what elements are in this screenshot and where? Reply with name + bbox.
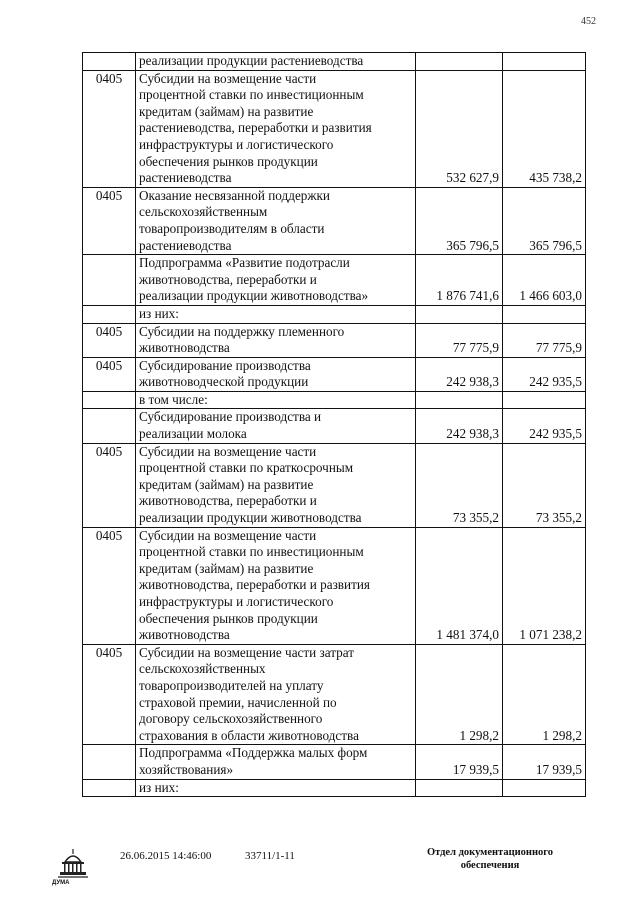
row-code: 0405 [83, 644, 136, 745]
table-row [83, 255, 586, 306]
row-value-1 [416, 305, 503, 323]
table-row [83, 53, 586, 71]
row-value-1: 77 775,9 [416, 323, 503, 357]
table-row [83, 779, 586, 797]
row-description: Субсидии на поддержку племенного животноводства [136, 323, 416, 357]
row-value-2: 242 935,5 [503, 357, 586, 391]
row-value-1: 242 938,3 [416, 409, 503, 443]
row-value-1: 17 939,5 [416, 745, 503, 779]
row-value-1: 73 355,2 [416, 443, 503, 527]
row-description: Субсидии на возмещение части процентной ставки по инвестиционным кредитам (займам) на развитие животноводства, переработки и развития инфраструктуры и логистического обеспечения рынков продукции животноводства [136, 527, 416, 644]
row-description: Субсидирование производства и реализации молока [136, 409, 416, 443]
table-row [83, 527, 586, 644]
row-value-1 [416, 391, 503, 409]
row-code [83, 391, 136, 409]
row-value-2: 242 935,5 [503, 409, 586, 443]
page-number: 452 [581, 16, 596, 27]
table-row [83, 409, 586, 443]
duma-logo-icon [54, 846, 92, 884]
row-value-1: 1 298,2 [416, 644, 503, 745]
row-value-1: 242 938,3 [416, 357, 503, 391]
table-row [83, 305, 586, 323]
row-code: 0405 [83, 187, 136, 254]
row-value-2: 73 355,2 [503, 443, 586, 527]
row-value-2: 1 298,2 [503, 644, 586, 745]
row-description: Субсидии на возмещение части затрат сельскохозяйственных товаропроизводителей на уплату страховой премии, начисленной по договору сельскохозяйственного страхования в области животноводства [136, 644, 416, 745]
row-description: Подпрограмма «Развитие подотрасли животноводства, переработки и реализации продукции животноводства» [136, 255, 416, 306]
table-row [83, 187, 586, 254]
row-value-1: 365 796,5 [416, 187, 503, 254]
row-code [83, 409, 136, 443]
row-description: Субсидии на возмещение части процентной ставки по инвестиционным кредитам (займам) на развитие растениеводства, переработки и развития инфраструктуры и логистического обеспечения рынков продукции растениеводства [136, 70, 416, 187]
table-row [83, 644, 586, 745]
row-code [83, 745, 136, 779]
row-code [83, 779, 136, 797]
row-code: 0405 [83, 323, 136, 357]
row-code: 0405 [83, 443, 136, 527]
row-value-1 [416, 53, 503, 71]
footer-department: Отдел документационного обеспечения [426, 847, 554, 871]
table-row [83, 391, 586, 409]
row-description: Подпрограмма «Поддержка малых форм хозяйствования» [136, 745, 416, 779]
row-value-2 [503, 305, 586, 323]
row-code [83, 53, 136, 71]
table-row [83, 70, 586, 187]
row-description: Оказание несвязанной поддержки сельскохозяйственным товаропроизводителям в области растениеводства [136, 187, 416, 254]
row-description: Субсидирование производства животноводческой продукции [136, 357, 416, 391]
row-value-2: 365 796,5 [503, 187, 586, 254]
row-code [83, 305, 136, 323]
row-value-2: 77 775,9 [503, 323, 586, 357]
row-value-2 [503, 779, 586, 797]
row-value-2: 17 939,5 [503, 745, 586, 779]
row-code: 0405 [83, 357, 136, 391]
row-value-2: 435 738,2 [503, 70, 586, 187]
row-value-2: 1 466 603,0 [503, 255, 586, 306]
row-value-1: 1 481 374,0 [416, 527, 503, 644]
table-row [83, 745, 586, 779]
row-value-2 [503, 391, 586, 409]
footer-doc-number: 33711/1-11 [245, 850, 295, 862]
budget-table [82, 52, 586, 797]
footer-datetime: 26.06.2015 14:46:00 [120, 850, 212, 862]
row-value-2 [503, 53, 586, 71]
row-description: Субсидии на возмещение части процентной ставки по краткосрочным кредитам (займам) на развитие животноводства, переработки и реализации продукции животноводства [136, 443, 416, 527]
row-description: из них: [136, 779, 416, 797]
row-description: в том числе: [136, 391, 416, 409]
row-value-1: 532 627,9 [416, 70, 503, 187]
table-row [83, 357, 586, 391]
row-code: 0405 [83, 527, 136, 644]
row-code [83, 255, 136, 306]
row-value-2: 1 071 238,2 [503, 527, 586, 644]
table-row [83, 323, 586, 357]
row-description: реализации продукции растениеводства [136, 53, 416, 71]
row-value-1: 1 876 741,6 [416, 255, 503, 306]
row-value-1 [416, 779, 503, 797]
row-code: 0405 [83, 70, 136, 187]
logo-text: ДУМА [52, 880, 70, 886]
table-row [83, 443, 586, 527]
row-description: из них: [136, 305, 416, 323]
